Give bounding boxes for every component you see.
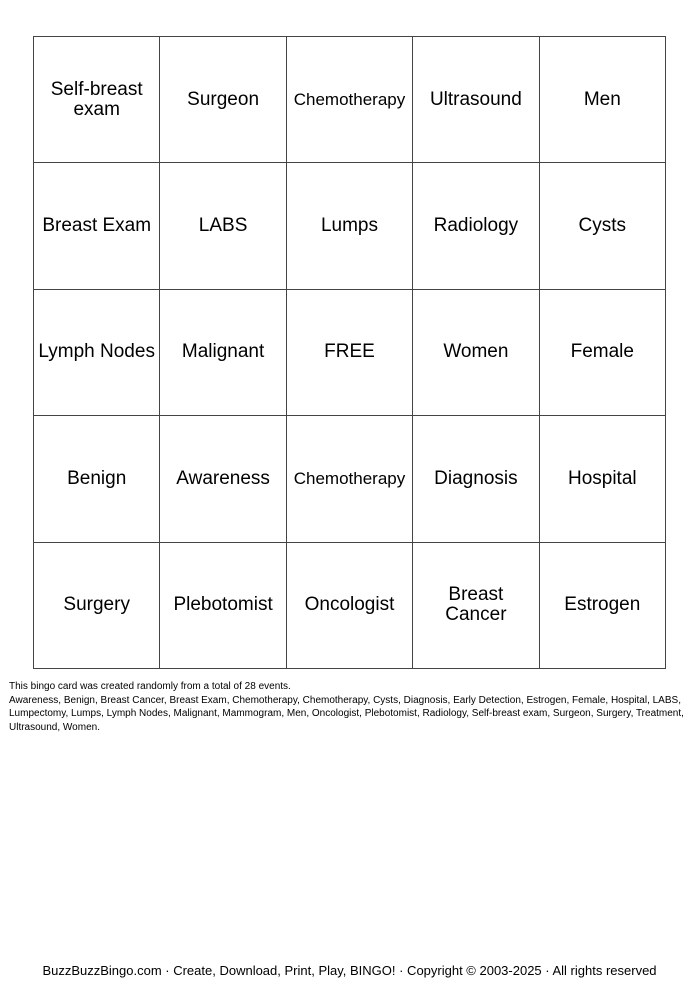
bingo-cell: Estrogen — [540, 543, 666, 669]
bingo-cell: Breast Exam — [34, 163, 160, 289]
bingo-cell: Lumps — [287, 163, 413, 289]
footer-copyright: BuzzBuzzBingo.com · Create, Download, Print, Play, BINGO! · Copyright © 2003-2025 · All rights reserved — [42, 963, 657, 978]
bingo-cell: Chemotherapy — [287, 37, 413, 163]
events-list: Awareness, Benign, Breast Cancer, Breast Exam, Chemotherapy, Chemotherapy, Cysts, Diagnosis, Early Detection, Estrogen, Female, Hospital, LABS, Lumpectomy, Lumps, Lymph Nodes, Malignant, Mammogram, Men, Oncologist, Plebotomist, Radiology, Self-breast exam, Surgeon, Surgery, Treatment, Ultrasound, Women. — [9, 694, 684, 733]
card-info — [9, 680, 684, 734]
bingo-cell: Oncologist — [287, 543, 413, 669]
bingo-card-grid — [33, 36, 666, 669]
bingo-cell: Female — [540, 290, 666, 416]
bingo-cell: Malignant — [160, 290, 286, 416]
bingo-cell: Plebotomist — [160, 543, 286, 669]
bingo-cell: Chemotherapy — [287, 416, 413, 542]
bingo-cell: Awareness — [160, 416, 286, 542]
bingo-cell: Benign — [34, 416, 160, 542]
created-note: This bingo card was created randomly from a total of 28 events. — [9, 681, 291, 692]
bingo-cell: Surgeon — [160, 37, 286, 163]
free-space-cell: FREE — [287, 290, 413, 416]
bingo-cell: Surgery — [34, 543, 160, 669]
bingo-cell: LABS — [160, 163, 286, 289]
bingo-cell: Ultrasound — [413, 37, 539, 163]
bingo-cell: Hospital — [540, 416, 666, 542]
bingo-cell: Self-breast exam — [34, 37, 160, 163]
bingo-cell: Breast Cancer — [413, 543, 539, 669]
bingo-cell: Women — [413, 290, 539, 416]
bingo-cell: Lymph Nodes — [34, 290, 160, 416]
bingo-cell: Diagnosis — [413, 416, 539, 542]
bingo-cell: Radiology — [413, 163, 539, 289]
bingo-cell: Cysts — [540, 163, 666, 289]
bingo-cell: Men — [540, 37, 666, 163]
